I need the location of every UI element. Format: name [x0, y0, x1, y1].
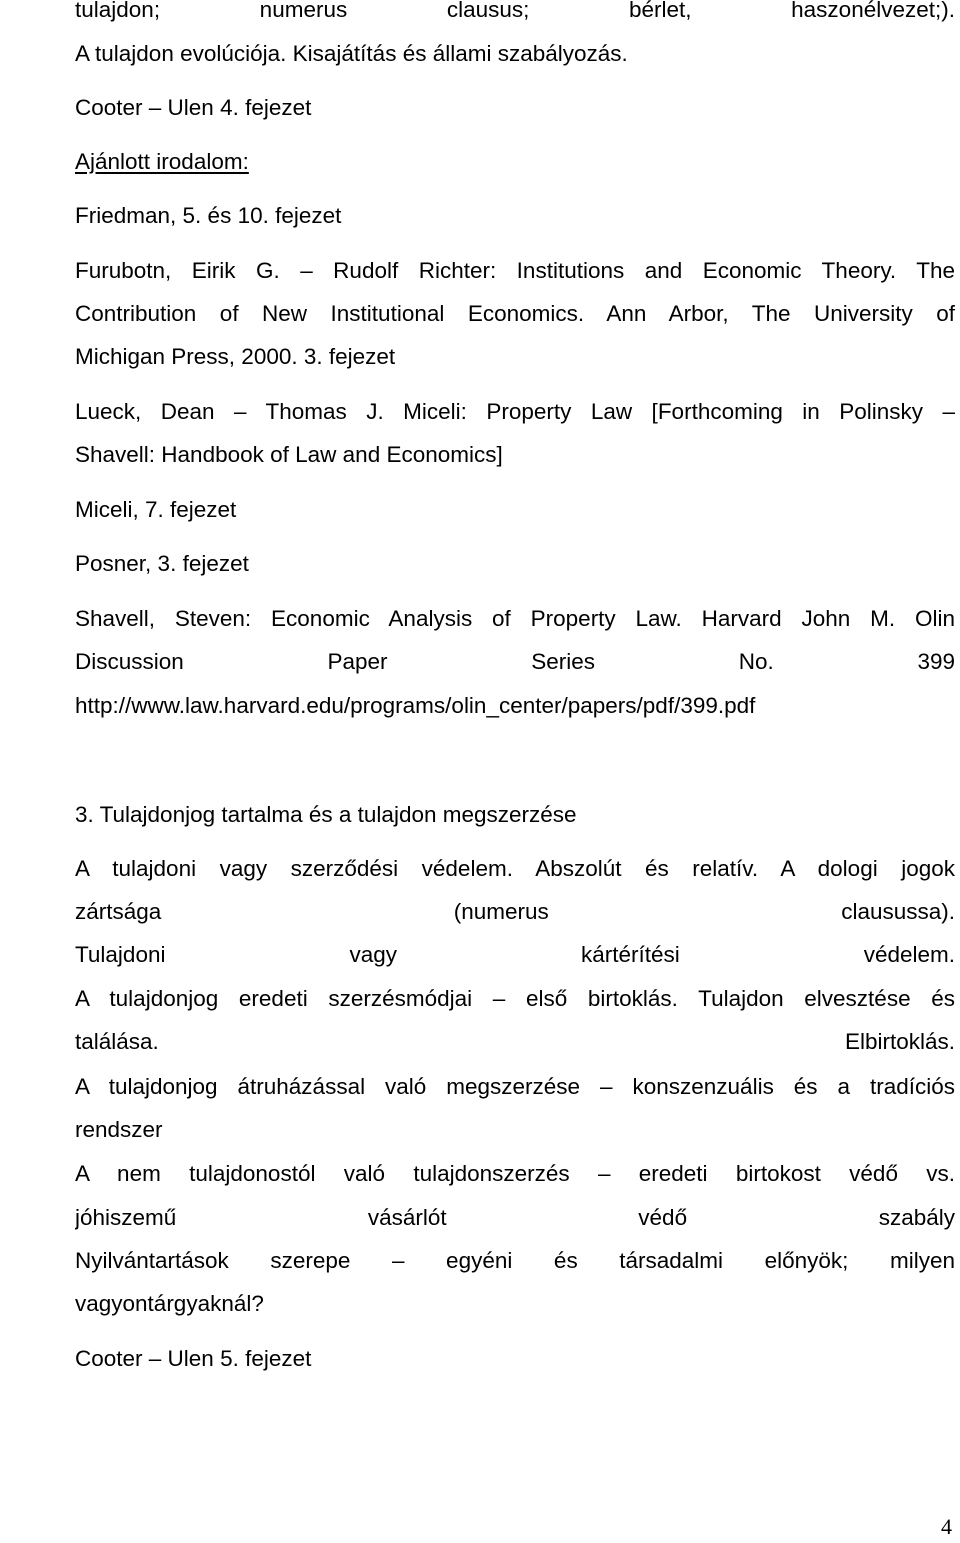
reference-cooter-ulen: Cooter – Ulen 4. fejezet: [75, 95, 312, 120]
body-line: Tulajdoni vagy kártérítési védelem.: [75, 942, 955, 967]
reference-cooter-ulen: Cooter – Ulen 5. fejezet: [75, 1346, 312, 1371]
body-line: rendszer: [75, 1117, 163, 1142]
body-line: Nyilvántartások szerepe – egyéni és társadalmi előnyök; milyen: [75, 1248, 955, 1273]
reference-miceli: Miceli, 7. fejezet: [75, 497, 237, 522]
reference-lueck: Lueck, Dean – Thomas J. Miceli: Property Law [Forthcoming in Polinsky –: [75, 399, 955, 424]
reference-furubotn: Contribution of New Institutional Economics. Ann Arbor, The University of: [75, 301, 955, 326]
body-line: A nem tulajdonostól való tulajdonszerzés – eredeti birtokost védő vs.: [75, 1161, 955, 1186]
body-line: vagyontárgyaknál?: [75, 1291, 264, 1316]
reference-lueck: Shavell: Handbook of Law and Economics]: [75, 442, 503, 467]
body-line: A tulajdonjog eredeti szerzésmódjai – első birtoklás. Tulajdon elvesztése és: [75, 986, 955, 1011]
reference-posner: Posner, 3. fejezet: [75, 551, 249, 576]
body-line: A tulajdon evolúciója. Kisajátítás és állami szabályozás.: [75, 41, 628, 66]
reference-furubotn: Furubotn, Eirik G. – Rudolf Richter: Institutions and Economic Theory. The: [75, 258, 955, 283]
body-line: A tulajdonjog átruházással való megszerzése – konszenzuális és a tradíciós: [75, 1074, 955, 1099]
section-heading: 3. Tulajdonjog tartalma és a tulajdon megszerzése: [75, 802, 577, 827]
body-line: zártsága (numerus clausussa).: [75, 899, 955, 924]
page-number: 4: [941, 1514, 952, 1539]
reference-furubotn: Michigan Press, 2000. 3. fejezet: [75, 344, 396, 369]
recommended-reading-label: Ajánlott irodalom:: [75, 149, 249, 174]
reference-shavell-url: http://www.law.harvard.edu/programs/olin_center/papers/pdf/399.pdf: [75, 693, 756, 718]
reference-shavell: Shavell, Steven: Economic Analysis of Property Law. Harvard John M. Olin: [75, 606, 955, 631]
reference-shavell: Discussion Paper Series No. 399: [75, 649, 955, 674]
body-line: jóhiszemű vásárlót védő szabály: [75, 1205, 955, 1230]
body-line: tulajdon; numerus clausus; bérlet, haszonélvezet;).: [75, 0, 955, 22]
reference-friedman: Friedman, 5. és 10. fejezet: [75, 203, 342, 228]
body-line: A tulajdoni vagy szerződési védelem. Abszolút és relatív. A dologi jogok: [75, 856, 955, 881]
body-line: találása. Elbirtoklás.: [75, 1029, 955, 1054]
